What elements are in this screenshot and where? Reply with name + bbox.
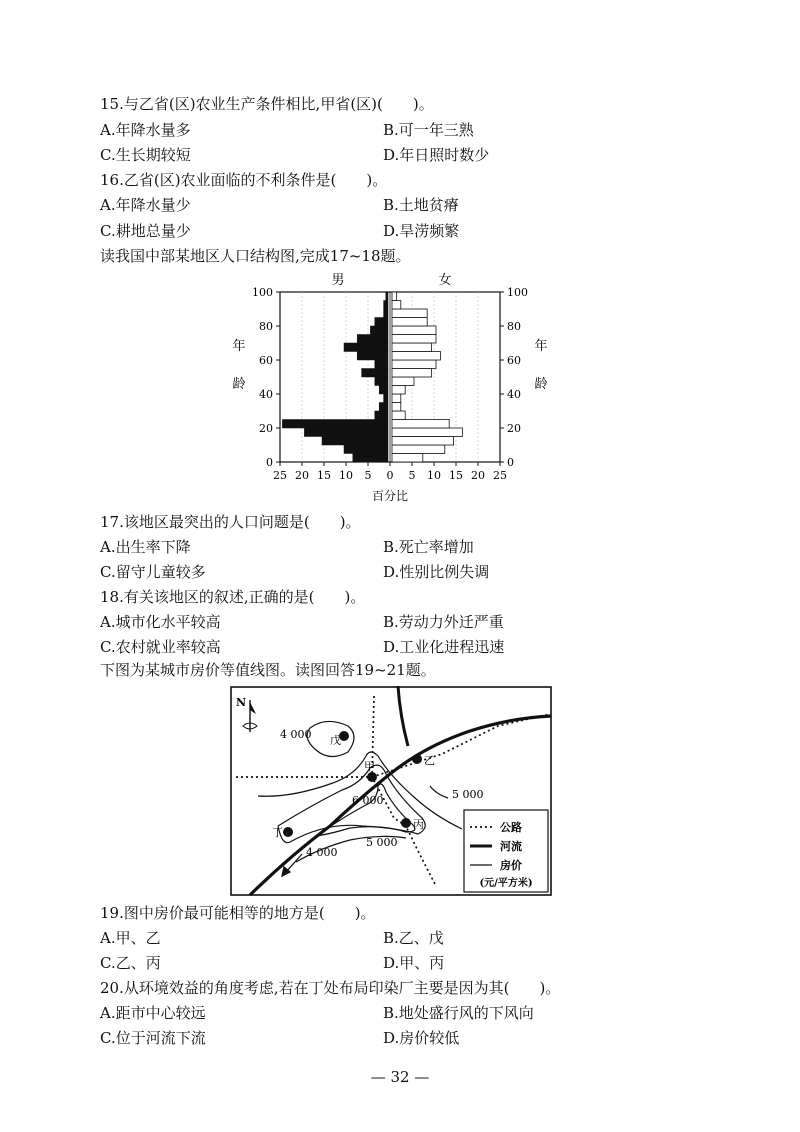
q18-option-a: A.城市化水平较高 bbox=[100, 613, 221, 631]
y-tick-label-right: 60 bbox=[507, 354, 521, 367]
bar-female-30-34 bbox=[392, 403, 401, 412]
y-tick-label-left: 100 bbox=[252, 286, 273, 299]
x-tick-label: 25 bbox=[273, 469, 287, 482]
x-axis-label: 百分比 bbox=[371, 489, 409, 503]
place-ding-label: 丁 bbox=[272, 826, 283, 839]
x-tick-label: 25 bbox=[493, 469, 507, 482]
x-tick-label: 20 bbox=[471, 469, 485, 482]
q16-stem: 16.乙省(区)农业面临的不利条件是( )。 bbox=[100, 171, 388, 189]
legend-price: 房价 bbox=[500, 859, 522, 872]
bar-female-95-99 bbox=[392, 292, 396, 301]
x-tick-label: 10 bbox=[339, 469, 353, 482]
map-legend bbox=[464, 810, 548, 892]
contour-label-4000-top: 4 000 bbox=[280, 728, 312, 741]
q16-option-c: C.耕地总量少 bbox=[100, 222, 191, 240]
contour-label-4000-bottom: 4 000 bbox=[306, 846, 338, 859]
x-tick-label: 15 bbox=[449, 469, 463, 482]
bar-female-45-49 bbox=[392, 377, 414, 386]
bar-female-60-64 bbox=[392, 352, 440, 361]
q20-option-d: D.房价较低 bbox=[383, 1029, 460, 1047]
y-tick-label-left: 0 bbox=[266, 456, 273, 469]
place-ding-dot bbox=[283, 827, 293, 837]
y-tick-label-right: 0 bbox=[507, 456, 514, 469]
bar-male-10-14 bbox=[322, 437, 388, 446]
legend-road: 公路 bbox=[500, 821, 522, 834]
q19-option-c: C.乙、丙 bbox=[100, 954, 161, 972]
q16-option-b: B.土地贫瘠 bbox=[383, 196, 459, 214]
x-tick-label: 10 bbox=[427, 469, 441, 482]
place-yi-dot bbox=[412, 754, 422, 764]
q16-option-d: D.旱涝频繁 bbox=[383, 222, 460, 240]
bar-female-80-84 bbox=[392, 318, 427, 327]
q19-option-a: A.甲、乙 bbox=[100, 929, 161, 947]
q18-stem: 18.有关该地区的叙述,正确的是( )。 bbox=[100, 588, 366, 606]
y-tick-label-right: 80 bbox=[507, 320, 521, 333]
place-jia-label: 甲 bbox=[364, 760, 375, 773]
legend-unit: (元/平方米) bbox=[479, 878, 533, 889]
bar-female-55-59 bbox=[392, 360, 436, 369]
y-tick-label-left: 20 bbox=[259, 422, 273, 435]
bar-female-70-74 bbox=[392, 335, 436, 344]
q20-option-a: A.距市中心较远 bbox=[100, 1004, 206, 1022]
age-label-right-1: 年 bbox=[534, 339, 548, 354]
q20-option-b: B.地处盛行风的下风向 bbox=[383, 1004, 534, 1022]
bar-male-40-44 bbox=[379, 386, 388, 395]
bar-male-90-94 bbox=[384, 301, 388, 310]
bar-male-70-74 bbox=[357, 335, 388, 344]
bar-female-35-39 bbox=[392, 394, 401, 403]
age-label-right-2: 龄 bbox=[534, 377, 548, 392]
x-tick-label: 15 bbox=[317, 469, 331, 482]
y-tick-label-right: 100 bbox=[507, 286, 528, 299]
contour-label-5000-right: 5 000 bbox=[452, 788, 484, 801]
q20-option-c: C.位于河流下流 bbox=[100, 1029, 206, 1047]
bar-male-5-9 bbox=[344, 445, 388, 454]
female-label: 女 bbox=[438, 273, 452, 288]
bar-male-15-19 bbox=[304, 428, 388, 437]
bar-male-50-54 bbox=[362, 369, 388, 378]
bar-male-25-29 bbox=[375, 411, 388, 420]
q20-stem: 20.从环境效益的角度考虑,若在丁处布局印染厂主要是因为其( )。 bbox=[100, 979, 561, 997]
q18-option-c: C.农村就业率较高 bbox=[100, 638, 221, 656]
contour-label-5000-bottom: 5 000 bbox=[366, 836, 398, 849]
page-number: — 32 — bbox=[370, 1068, 430, 1086]
age-label-left-2: 龄 bbox=[232, 377, 246, 392]
bar-female-10-14 bbox=[392, 437, 454, 446]
q19-stem: 19.图中房价最可能相等的地方是( )。 bbox=[100, 904, 376, 922]
q18-option-b: B.劳动力外迁严重 bbox=[383, 613, 504, 631]
y-tick-label-left: 40 bbox=[259, 388, 273, 401]
q15-stem: 15.与乙省(区)农业生产条件相比,甲省(区)( )。 bbox=[100, 95, 434, 113]
house-price-map bbox=[230, 686, 552, 896]
bar-female-90-94 bbox=[392, 301, 401, 310]
q17-option-d: D.性别比例失调 bbox=[383, 563, 490, 581]
bar-male-45-49 bbox=[375, 377, 388, 386]
bar-female-40-44 bbox=[392, 386, 405, 395]
x-tick-label: 5 bbox=[408, 469, 416, 482]
bar-female-50-54 bbox=[392, 369, 432, 378]
bar-female-75-79 bbox=[392, 326, 436, 335]
q15-option-c: C.生长期较短 bbox=[100, 146, 191, 164]
q16-option-a: A.年降水量少 bbox=[100, 196, 191, 214]
x-tick-label: 20 bbox=[295, 469, 309, 482]
q19-option-d: D.甲、丙 bbox=[383, 954, 445, 972]
bar-male-20-24 bbox=[282, 420, 388, 429]
x-tick-label: 5 bbox=[364, 469, 372, 482]
male-label: 男 bbox=[331, 273, 345, 288]
place-bing-label: 丙 bbox=[413, 818, 424, 831]
q15-option-b: B.可一年三熟 bbox=[383, 121, 474, 139]
bar-male-35-39 bbox=[384, 394, 388, 403]
y-tick-label-left: 80 bbox=[259, 320, 273, 333]
bar-female-65-69 bbox=[392, 343, 432, 352]
place-wu-label: 戊 bbox=[330, 734, 341, 747]
bar-female-15-19 bbox=[392, 428, 462, 437]
bar-male-80-84 bbox=[375, 318, 388, 327]
place-yi-label: 乙 bbox=[424, 754, 435, 767]
q15-option-a: A.年降水量多 bbox=[100, 121, 191, 139]
bar-female-5-9 bbox=[392, 445, 445, 454]
intro-17-18: 读我国中部某地区人口结构图,完成17~18题。 bbox=[100, 247, 411, 265]
q19-option-b: B.乙、戊 bbox=[383, 929, 444, 947]
bar-male-60-64 bbox=[357, 352, 388, 361]
y-tick-label-left: 60 bbox=[259, 354, 273, 367]
bar-male-0-4 bbox=[353, 454, 388, 463]
bar-female-20-24 bbox=[392, 420, 449, 429]
bar-male-95-99 bbox=[386, 292, 388, 301]
y-tick-label-right: 20 bbox=[507, 422, 521, 435]
q17-option-a: A.出生率下降 bbox=[100, 538, 191, 556]
place-bing-dot bbox=[401, 818, 411, 828]
population-pyramid bbox=[220, 270, 560, 510]
legend-river: 河流 bbox=[500, 840, 522, 853]
q18-option-d: D.工业化进程迅速 bbox=[383, 638, 505, 656]
contour-label-6000: 6 000 bbox=[352, 794, 384, 807]
age-label-left-1: 年 bbox=[232, 339, 246, 354]
north-label: N bbox=[235, 696, 247, 709]
x-tick-label: 0 bbox=[386, 469, 394, 482]
bar-female-25-29 bbox=[392, 411, 405, 420]
bar-male-65-69 bbox=[344, 343, 388, 352]
bar-male-30-34 bbox=[379, 403, 388, 412]
bar-female-85-89 bbox=[392, 309, 427, 318]
q15-option-d: D.年日照时数少 bbox=[383, 146, 490, 164]
bar-female-0-4 bbox=[392, 454, 423, 463]
bar-male-75-79 bbox=[370, 326, 388, 335]
q17-option-c: C.留守儿童较多 bbox=[100, 563, 206, 581]
bar-male-85-89 bbox=[384, 309, 388, 318]
q17-stem: 17.该地区最突出的人口问题是( )。 bbox=[100, 513, 361, 531]
bar-male-55-59 bbox=[375, 360, 388, 369]
q17-option-b: B.死亡率增加 bbox=[383, 538, 474, 556]
intro-19-21: 下图为某城市房价等值线图。读图回答19~21题。 bbox=[100, 661, 436, 679]
y-tick-label-right: 40 bbox=[507, 388, 521, 401]
place-jia-dot bbox=[367, 772, 377, 782]
